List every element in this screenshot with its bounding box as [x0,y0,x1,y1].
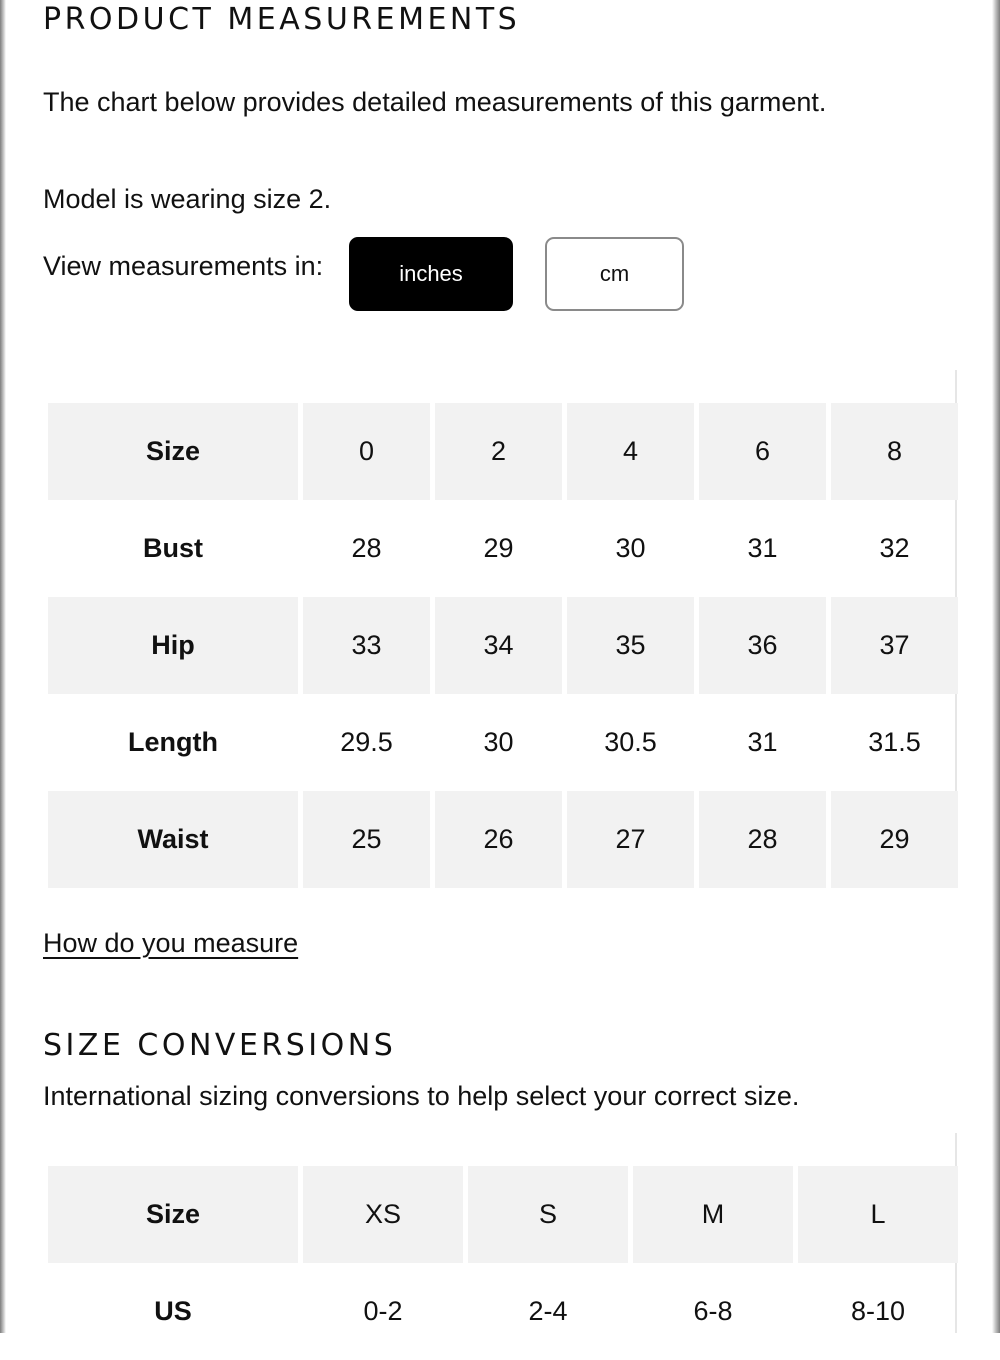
size-conversions-heading: SIZE CONVERSIONS [43,1028,397,1063]
bust-cell: 32 [879,533,910,563]
row-label-size: Size [48,403,298,500]
table-row [48,694,958,791]
table-row [48,500,958,597]
conversions-table [43,1166,963,1360]
size-cell: L [798,1166,958,1263]
row-label-size: Size [48,1166,298,1263]
row-label-waist: Waist [48,791,298,888]
length-cell: 29.5 [340,727,393,757]
unit-prompt-label: View measurements in: [43,251,324,281]
how-to-measure-link[interactable]: How do you measure [43,928,299,958]
length-cell: 30 [483,727,514,757]
hip-cell: 35 [567,597,694,694]
waist-cell: 25 [303,791,430,888]
hip-cell: 36 [699,597,826,694]
conversions-description: International sizing conversions to help select your correct size. [43,1081,800,1111]
inches-toggle-button[interactable]: inches [349,237,513,311]
table-row [48,597,958,694]
us-size-cell: 6-8 [693,1296,733,1326]
table-row [48,791,958,888]
waist-cell: 28 [699,791,826,888]
table-row [48,1263,958,1360]
hip-cell: 34 [435,597,562,694]
size-cell: S [468,1166,628,1263]
waist-cell: 27 [567,791,694,888]
bust-cell: 31 [747,533,778,563]
us-size-cell: 8-10 [850,1296,906,1326]
size-cell: 8 [831,403,958,500]
table-row [48,403,958,500]
table-row [48,1166,958,1263]
size-cell: M [633,1166,793,1263]
size-cell: 0 [303,403,430,500]
size-cell: 6 [699,403,826,500]
row-label-bust: Bust [143,533,203,563]
bust-cell: 28 [351,533,382,563]
waist-cell: 29 [831,791,958,888]
cm-toggle-button[interactable]: cm [545,237,684,311]
us-size-cell: 0-2 [363,1296,403,1326]
size-cell: XS [303,1166,463,1263]
row-label-hip: Hip [48,597,298,694]
size-cell: 4 [567,403,694,500]
waist-cell: 26 [435,791,562,888]
length-cell: 31.5 [868,727,921,757]
length-cell: 30.5 [604,727,657,757]
row-label-length: Length [128,727,218,757]
us-size-cell: 2-4 [528,1296,568,1326]
bust-cell: 30 [615,533,646,563]
measurements-table [43,403,963,888]
length-cell: 31 [747,727,778,757]
size-cell: 2 [435,403,562,500]
row-label-us: US [154,1296,192,1326]
product-measurements-heading: PRODUCT MEASUREMENTS [43,2,521,37]
hip-cell: 33 [303,597,430,694]
measurements-description: The chart below provides detailed measurements of this garment. [43,87,827,117]
hip-cell: 37 [831,597,958,694]
model-size-note: Model is wearing size 2. [43,184,332,214]
bust-cell: 29 [483,533,514,563]
